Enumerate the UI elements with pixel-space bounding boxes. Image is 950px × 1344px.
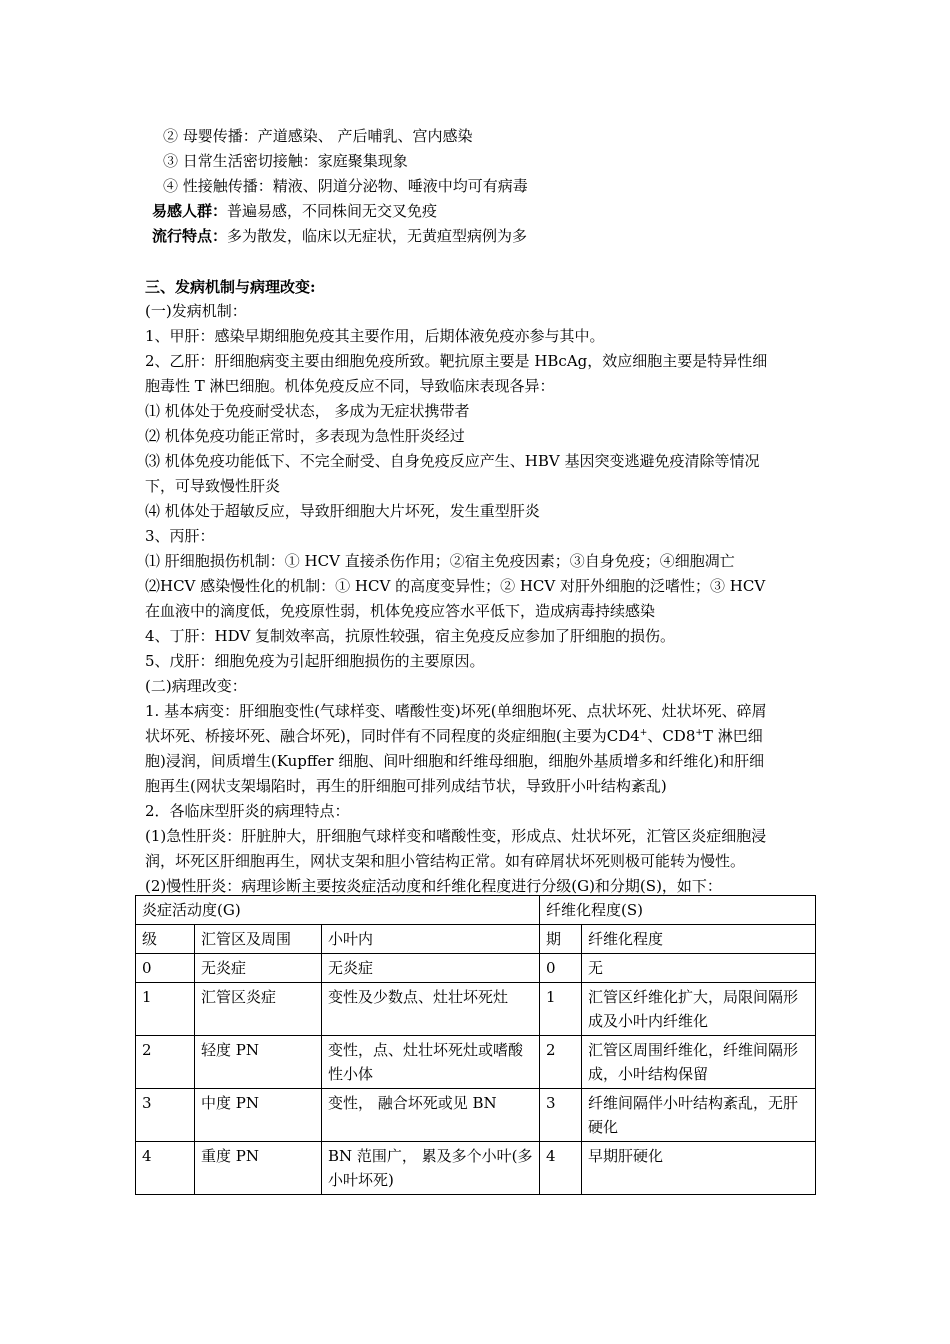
table-cell: 2 [540, 1036, 582, 1089]
header-fibrosis-degree: 纤维化程度 [582, 925, 816, 954]
table-cell: 汇管区炎症 [195, 983, 322, 1036]
header-grade: 级 [136, 925, 195, 954]
table-cell: 变性，点、灶壮坏死灶或嗜酸性小体 [322, 1036, 540, 1089]
text-line: ② 母婴传播：产道感染、 产后哺乳、宫内感染 [163, 127, 473, 145]
table-cell: BN 范围广， 累及多个小叶(多小叶坏死) [322, 1142, 540, 1195]
superscript-plus: + [695, 728, 703, 738]
table-cell: 无炎症 [195, 954, 322, 983]
table-cell: 4 [540, 1142, 582, 1195]
text-line: 4、丁肝：HDV 复制效率高，抗原性较强，宿主免疫反应参加了肝细胞的损伤。 [145, 627, 675, 645]
text-line: 胞再生(网状支架塌陷时，再生的肝细胞可排列成结节状，导致肝小叶结构紊乱) [145, 777, 667, 795]
subsection-heading: (一)发病机制： [145, 302, 247, 320]
header-stage: 期 [540, 925, 582, 954]
grading-staging-table [135, 895, 816, 1195]
table-row [136, 1089, 816, 1142]
table-cell: 纤维间隔伴小叶结构紊乱，无肝硬化 [582, 1089, 816, 1142]
subsection-heading: (二)病理改变： [145, 677, 247, 695]
epidemic-features-line [152, 226, 527, 246]
separator: 、 [647, 727, 663, 745]
text-line: 胞毒性 T 淋巴细胞。机体免疫反应不同，导致临床表现各异： [145, 377, 555, 395]
text-line: ⑶ 机体免疫功能低下、不完全耐受、自身免疫反应产生、HBV 基因突变逃避免疫清除等情况 [145, 452, 760, 470]
text-line: 3、丙肝： [145, 527, 215, 545]
fibrosis-group-header: 纤维化程度(S) [540, 896, 816, 925]
text-segment: 状坏死、桥接坏死、融合坏死)，同时伴有不同程度的炎症细胞(主要为 [145, 727, 607, 745]
table-cell: 1 [136, 983, 195, 1036]
table-cell: 4 [136, 1142, 195, 1195]
table-cell: 变性及少数点、灶壮坏死灶 [322, 983, 540, 1036]
susceptible-label: 易感人群： [152, 202, 228, 220]
header-portal-area: 汇管区及周围 [195, 925, 322, 954]
cd4-label: CD4 [606, 727, 640, 745]
table-group-header-row [136, 896, 816, 925]
text-line: 1. 基本病变：肝细胞变性(气球样变、嗜酸性变)坏死(单细胞坏死、点状坏死、灶状坏死、碎屑 [145, 702, 767, 720]
text-line-cd [145, 726, 763, 746]
table-cell: 汇管区周围纤维化，纤维间隔形成，小叶结构保留 [582, 1036, 816, 1089]
text-line: ⑷ 机体处于超敏反应，导致肝细胞大片坏死，发生重型肝炎 [145, 502, 540, 520]
text-line: 1、甲肝：感染早期细胞免疫其主要作用，后期体液免疫亦参与其中。 [145, 327, 605, 345]
table-cell: 变性， 融合坏死或见 BN [322, 1089, 540, 1142]
cd8-label: CD8 [662, 727, 696, 745]
table-cell: 汇管区纤维化扩大，局限间隔形成及小叶内纤维化 [582, 983, 816, 1036]
text-line: 胞)浸润，间质增生(Kupffer 细胞、间叶细胞和纤维母细胞，细胞外基质增多和纤维化)和肝细 [145, 752, 765, 770]
table-cell: 无炎症 [322, 954, 540, 983]
text-line: ⑴ 肝细胞损伤机制：① HCV 直接杀伤作用；②宿主免疫因素；③自身免疫；④细胞凋亡 [145, 552, 735, 570]
table-cell: 3 [540, 1089, 582, 1142]
header-lobular: 小叶内 [322, 925, 540, 954]
epidemic-label: 流行特点： [152, 227, 228, 245]
table-cell: 早期肝硬化 [582, 1142, 816, 1195]
section-heading: 三、发病机制与病理改变: [145, 278, 316, 296]
table-cell: 2 [136, 1036, 195, 1089]
susceptible-text: 普遍易感，不同株间无交叉免疫 [227, 202, 438, 220]
text-line: 润，坏死区肝细胞再生，网状支架和胆小管结构正常。如有碎屑状坏死则极可能转为慢性。 [145, 852, 746, 870]
table-cell: 重度 PN [195, 1142, 322, 1195]
text-line: 2、乙肝：肝细胞病变主要由细胞免疫所致。靶抗原主要是 HBcAg，效应细胞主要是特异性细 [145, 352, 768, 370]
table-cell: 0 [540, 954, 582, 983]
text-line: ⑵HCV 感染慢性化的机制：① HCV 的高度变异性；② HCV 对肝外细胞的泛嗜性；③ HCV [145, 577, 766, 595]
table-cell: 无 [582, 954, 816, 983]
table-cell: 1 [540, 983, 582, 1036]
text-line: ⑴ 机体处于免疫耐受状态， 多成为无症状携带者 [145, 402, 470, 420]
table-cell: 轻度 PN [195, 1036, 322, 1089]
text-line: (1)急性肝炎：肝脏肿大，肝细胞气球样变和嗜酸性变，形成点、灶状坏死，汇管区炎症细胞浸 [145, 827, 767, 845]
table-cell: 3 [136, 1089, 195, 1142]
table-cell: 0 [136, 954, 195, 983]
text-line: 2．各临床型肝炎的病理特点： [145, 802, 350, 820]
text-line: 5、戊肝：细胞免疫为引起肝细胞损伤的主要原因。 [145, 652, 485, 670]
inflammation-group-header: 炎症活动度(G) [136, 896, 540, 925]
text-line: ⑵ 机体免疫功能正常时，多表现为急性肝炎经过 [145, 427, 465, 445]
text-segment: T 淋巴细 [702, 727, 763, 745]
table-row [136, 1142, 816, 1195]
table-row [136, 954, 816, 983]
text-line: ③ 日常生活密切接触：家庭聚集现象 [163, 152, 408, 170]
text-line: (2)慢性肝炎：病理诊断主要按炎症活动度和纤维化程度进行分级(G)和分期(S)，如下： [145, 877, 722, 895]
epidemic-text: 多为散发，临床以无症状，无黄疸型病例为多 [227, 227, 528, 245]
table-row [136, 983, 816, 1036]
table-header-row [136, 925, 816, 954]
text-line: 在血液中的滴度低，免疫原性弱，机体免疫应答水平低下，造成病毒持续感染 [145, 602, 656, 620]
table-row [136, 1036, 816, 1089]
superscript-plus: + [639, 728, 648, 738]
table-cell: 中度 PN [195, 1089, 322, 1142]
text-line: ④ 性接触传播：精液、阴道分泌物、唾液中均可有病毒 [163, 177, 528, 195]
text-line: 下，可导致慢性肝炎 [145, 477, 281, 495]
susceptible-population-line [152, 201, 437, 221]
